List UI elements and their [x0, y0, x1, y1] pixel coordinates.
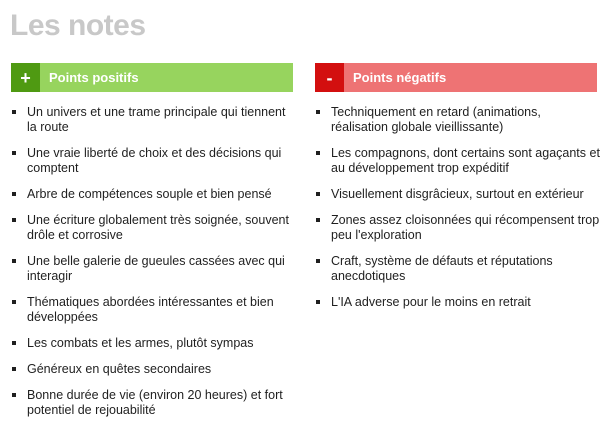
plus-icon: +	[11, 63, 40, 92]
list-item: L'IA adverse pour le moins en retrait	[315, 295, 601, 310]
list-item: Une vraie liberté de choix et des décisions qui comptent	[11, 146, 297, 176]
list-item: Une belle galerie de gueules cassées avec qui interagir	[11, 254, 297, 284]
list-item: Arbre de compétences souple et bien pensé	[11, 187, 297, 202]
positive-points-column	[11, 63, 293, 429]
positive-points-title: Points positifs	[49, 70, 139, 85]
positive-points-header	[11, 63, 293, 92]
minus-icon: -	[315, 63, 344, 92]
list-item: Techniquement en retard (animations, réalisation globale vieillissante)	[315, 105, 601, 135]
list-item: Bonne durée de vie (environ 20 heures) et fort potentiel de rejouabilité	[11, 388, 297, 418]
page-title: Les notes	[10, 9, 146, 42]
list-item: Craft, système de défauts et réputations anecdotiques	[315, 254, 601, 284]
list-item: Les compagnons, dont certains sont agaçants et au développement trop expéditif	[315, 146, 601, 176]
negative-points-list	[315, 105, 600, 310]
list-item: Un univers et une trame principale qui tiennent la route	[11, 105, 297, 135]
positive-points-list	[11, 105, 293, 418]
negative-points-column	[315, 63, 600, 321]
list-item: Généreux en quêtes secondaires	[11, 362, 297, 377]
list-item: Thématiques abordées intéressantes et bien développées	[11, 295, 297, 325]
list-item: Une écriture globalement très soignée, souvent drôle et corrosive	[11, 213, 297, 243]
negative-points-header	[315, 63, 597, 92]
list-item: Zones assez cloisonnées qui récompensent trop peu l'exploration	[315, 213, 601, 243]
negative-points-title: Points négatifs	[353, 70, 447, 85]
list-item: Visuellement disgrâcieux, surtout en extérieur	[315, 187, 601, 202]
list-item: Les combats et les armes, plutôt sympas	[11, 336, 297, 351]
